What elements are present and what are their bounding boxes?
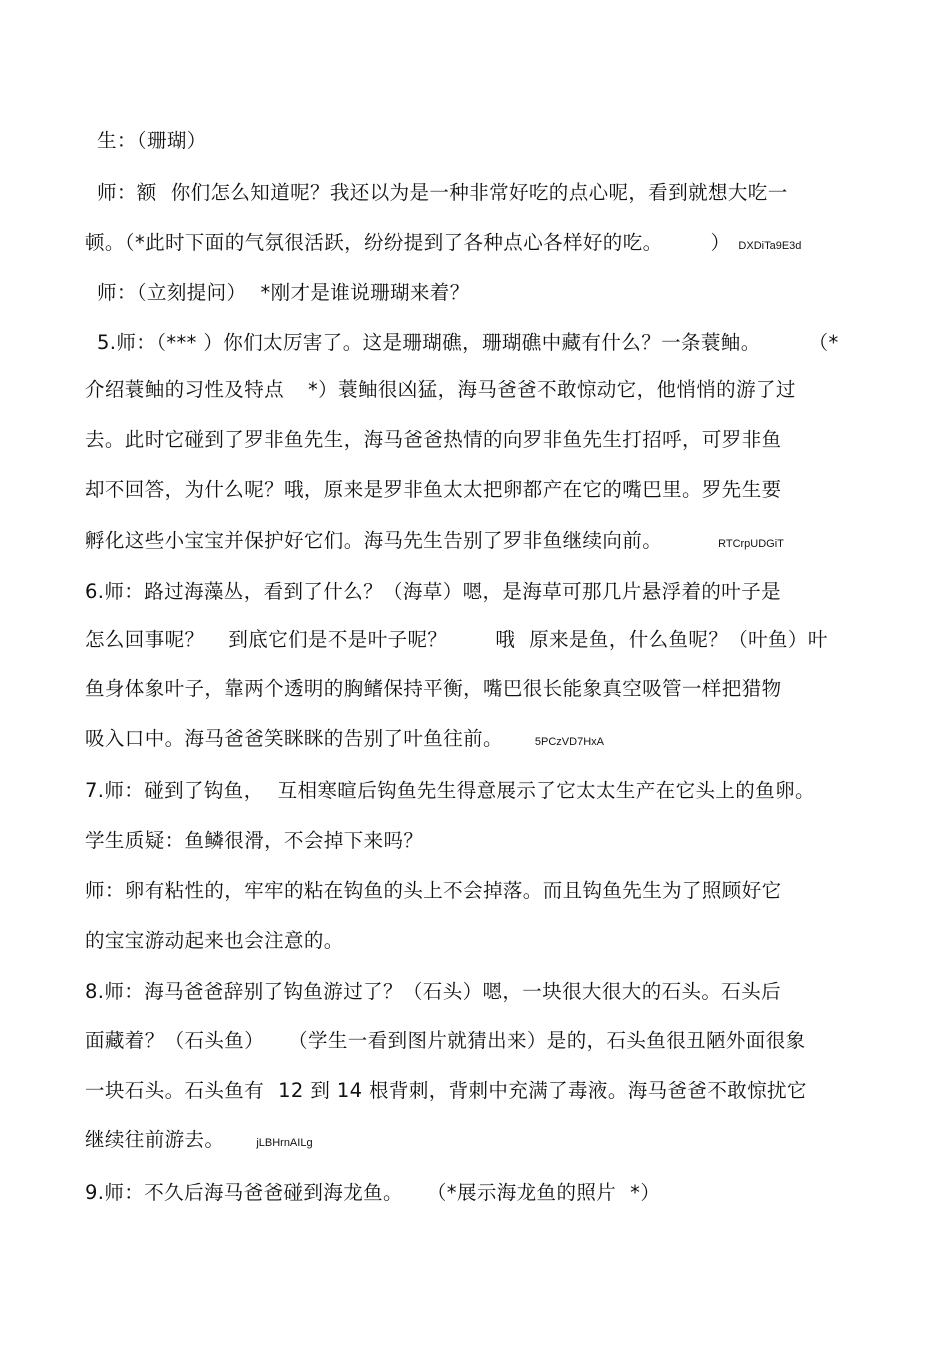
line-text: *）蓑鲉很凶猛，海马爸爸不敢惊动它，他悄悄的游了过 [308,378,796,401]
line-text: 孵化这些小宝宝并保护好它们。海马先生告别了罗非鱼继续向前。 [85,529,663,552]
line-text: （*展示海龙鱼的照片 [426,1181,617,1204]
line-text: 继续往前游去。 [85,1128,225,1151]
text-line [85,827,423,855]
text-line [85,725,604,756]
text-line [85,1179,660,1207]
text-line [97,279,470,307]
line-text: 到底它们是不是叶子呢？ [228,628,448,651]
doc-code: DXDiTa9E3d [738,240,802,252]
line-text: 怎么回事呢？ [85,628,205,651]
text-line [97,329,839,357]
line-text: 原来是鱼，什么鱼呢？（叶鱼）叶 [529,628,828,651]
line-text: 的宝宝游动起来也会注意的。 [85,929,344,952]
line-text: 面藏着？（石头鱼） [85,1029,265,1052]
text-line [85,675,782,703]
line-text: 8.师：海马爸爸辞别了钩鱼游过了？（石头）嗯，一块很大很大的石头。石头后 [85,980,782,1003]
text-line [85,376,796,404]
text-line [85,578,781,606]
line-text: 12 到 14 根背刺，背刺中充满了毒液。海马爸爸不敢惊扰它 [278,1079,807,1102]
line-text: 9.师：不久后海马爸爸碰到海龙鱼。 [85,1181,403,1204]
text-line [85,877,782,905]
text-line [85,927,344,955]
doc-code: jLBHrnAILg [256,1137,313,1149]
line-text: 7.师：碰到了钩鱼， [85,779,264,802]
line-text: 互相寒暄后钩鱼先生得意展示了它太太生产在它头上的鱼卵。 [277,779,815,802]
text-line [85,229,801,260]
text-line [85,1027,806,1055]
text-line [85,426,782,454]
text-line [85,777,815,805]
line-text: 却不回答，为什么呢？哦，原来是罗非鱼太太把卵都产在它的嘴巴里。罗先生要 [85,478,782,501]
line-text: 你们怎么知道呢？我还以为是一种非常好吃的点心呢，看到就想大吃一 [170,181,788,204]
text-line [85,626,828,654]
line-text: 鱼身体象叶子，靠两个透明的胸鳍保持平衡，嘴巴很长能象真空吸管一样把猎物 [85,677,782,700]
text-line [97,179,788,207]
doc-code: 5PCzVD7HxA [534,736,604,748]
line-text: 5.师：（*** ）你们太厉害了。这是珊瑚礁，珊瑚礁中藏有什么？一条蓑鲉。 [97,331,761,354]
line-text: （学生一看到图片就猜出来）是的，石头鱼很丑陋外面很象 [288,1029,806,1052]
line-text: *刚才是谁说珊瑚来着？ [260,281,470,304]
text-line [85,1126,313,1157]
line-text: *） [630,1181,661,1204]
line-text: 吸入口中。海马爸爸笑眯眯的告别了叶鱼往前。 [85,727,503,750]
line-text: 师：（立刻提问） [97,281,247,304]
line-text: 6.师：路过海藻丛，看到了什么？（海草）嗯，是海草可那几片悬浮着的叶子是 [85,580,782,603]
line-text: 师：额 [97,181,157,204]
line-text: 生：（珊瑚） [97,129,207,152]
line-text: ） [710,231,731,254]
text-line [85,1077,807,1105]
text-line [97,127,207,155]
text-line [85,978,781,1006]
text-line [85,476,782,504]
text-line [85,527,784,558]
line-text: 介绍蓑鲉的习性及特点 [85,378,285,401]
line-text: 哦 [495,628,516,651]
line-text: 一块石头。石头鱼有 [85,1079,265,1102]
line-text: 顿。（*此时下面的气氛很活跃，纷纷提到了各种点心各样好的吃。 [85,231,663,254]
doc-code: RTCrpUDGiT [718,538,784,550]
line-text: 去。此时它碰到了罗非鱼先生，海马爸爸热情的向罗非鱼先生打招呼，可罗非鱼 [85,428,782,451]
line-text: 师：卵有粘性的，牢牢的粘在钩鱼的头上不会掉落。而且钩鱼先生为了照顾好它 [85,879,782,902]
line-text: 学生质疑：鱼鳞很滑，不会掉下来吗？ [85,829,424,852]
line-text: （* [808,331,839,354]
